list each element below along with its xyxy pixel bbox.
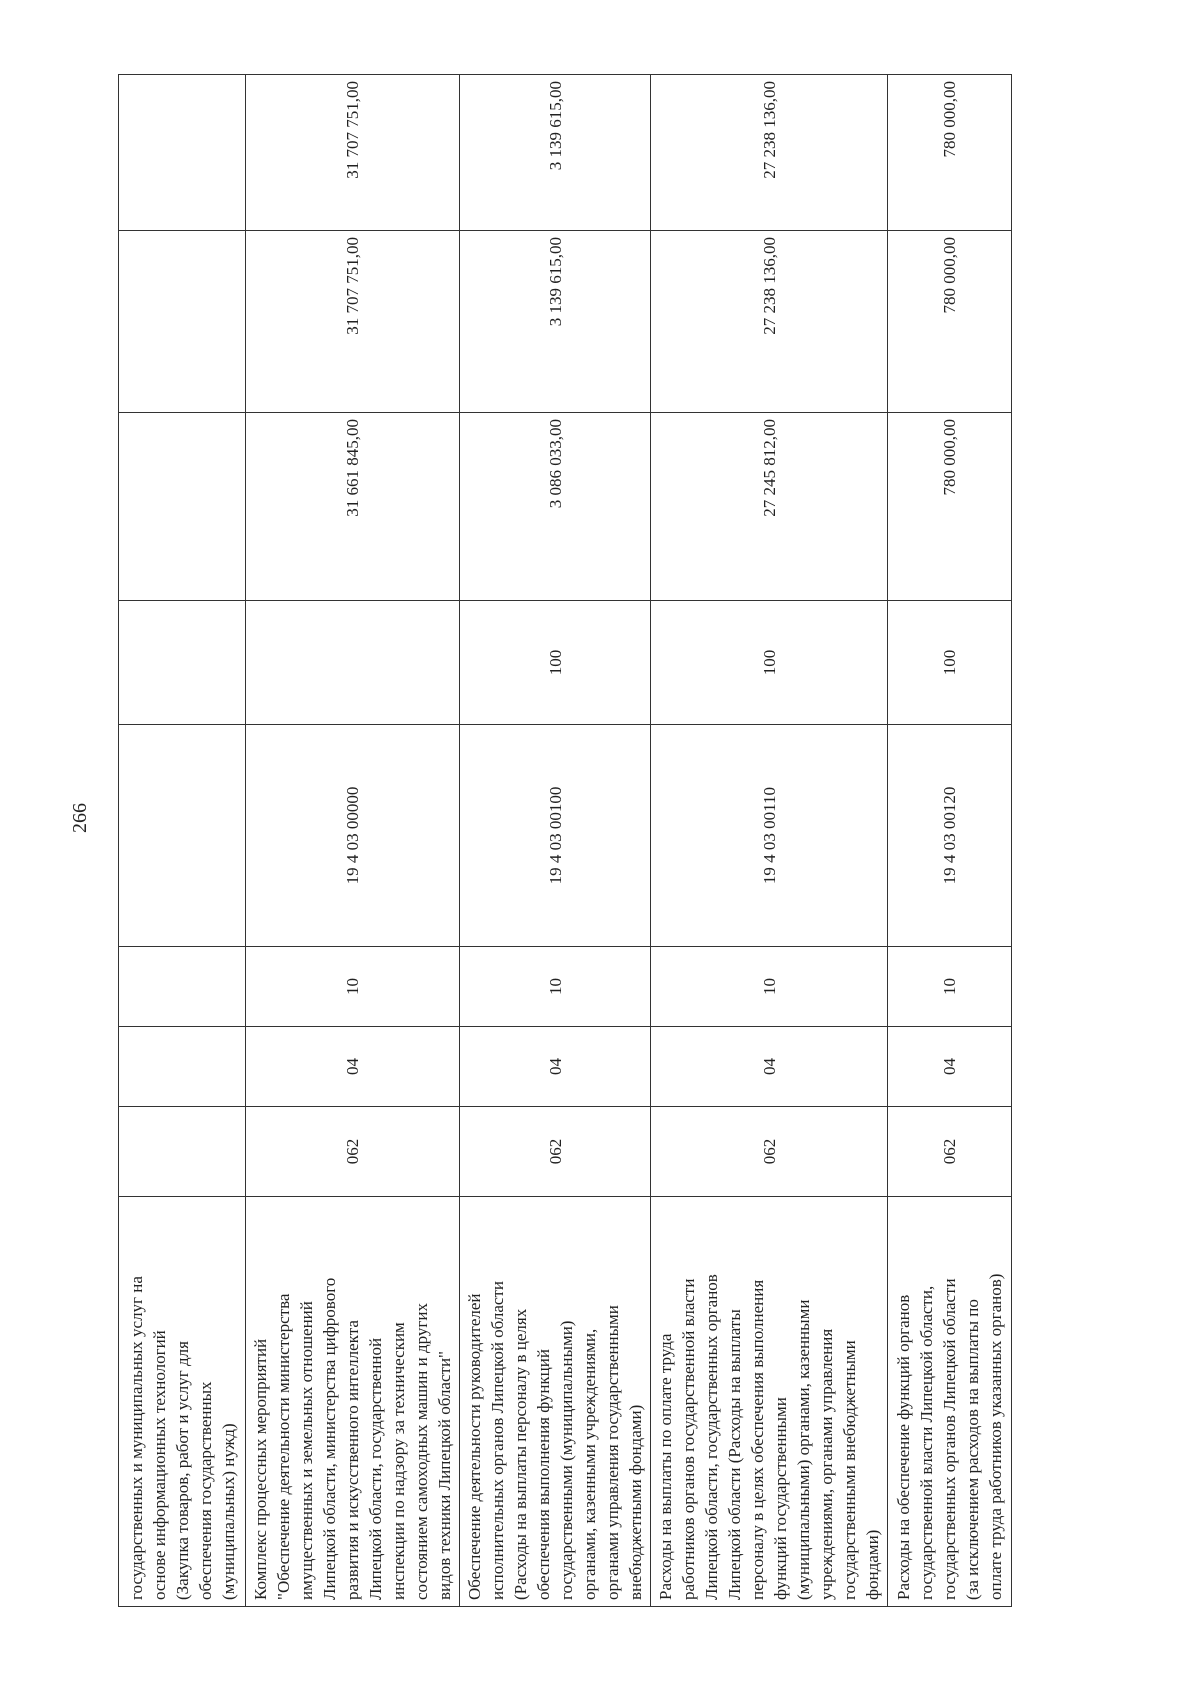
description-line: Липецкой области, государственных органов [702,1274,721,1600]
table-row [888,75,1012,1607]
description-line: "Обеспечение деятельности министерства [274,1293,293,1600]
description-line: развития и искусственного интеллекта [343,1320,362,1600]
description-line: основе информационных технологий [149,1330,169,1600]
description-line: обеспечения государственных [195,1381,215,1600]
amount-2026: 780 000,00 [888,75,1012,231]
ministry-code: 062 [246,1107,460,1197]
expense-type-code [119,601,246,725]
amount-2025: 780 000,00 [888,231,1012,413]
description-line: Расходы на обеспечение функций органов [894,1294,913,1600]
description-line: персоналу в целях обеспечения выполнения [748,1279,767,1600]
description-line: Липецкой области, министерства цифрового [320,1277,339,1600]
section-code [119,1027,246,1107]
section-code: 04 [888,1027,1012,1107]
section-code: 04 [651,1027,888,1107]
amount-2025: 27 238 136,00 [651,231,888,413]
description-line: оплате труда работников указанных органов) [986,1273,1005,1600]
description-line: (Закупка товаров, работ и услуг для [172,1341,192,1600]
target-article-code: 19 4 03 00110 [651,725,888,947]
description-line: (муниципальными) органами, казенными [794,1299,813,1600]
description-line: функций государственными [771,1397,790,1600]
description-line: (за исключением расходов на выплаты по [963,1299,982,1600]
table-row [246,75,460,1607]
target-article-code: 19 4 03 00100 [460,725,651,947]
subsection-code: 10 [460,947,651,1027]
amount-2026: 31 707 751,00 [246,75,460,231]
page-number: 266 [69,803,91,833]
description-line: (Расходы на выплаты персоналу в целях [511,1308,530,1600]
target-article-code: 19 4 03 00000 [246,725,460,947]
description-line: исполнительных органов Липецкой области [488,1280,507,1600]
description-line: Комплекс процессных мероприятий [251,1338,270,1600]
description-line: состоянием самоходных машин и других [412,1303,431,1600]
description-line: обеспечения выполнения функций [534,1349,553,1600]
subsection-code: 10 [246,947,460,1027]
ministry-code: 062 [888,1107,1012,1197]
expense-type-code: 100 [888,601,1012,725]
description-line: органами управления государственными [603,1305,622,1600]
budget-table [118,74,1012,1607]
row-description [246,1197,460,1607]
description-line: (муниципальных) нужд) [218,1423,238,1600]
description-line: видов техники Липецкой области" [435,1351,454,1600]
table-row [119,75,246,1607]
description-line: фондами) [863,1529,882,1600]
description-line: государственной власти Липецкой области, [917,1285,936,1600]
subsection-code [119,947,246,1027]
amount-2024: 31 661 845,00 [246,413,460,601]
expense-type-code [246,601,460,725]
description-line: работников органов государственной власти [679,1278,698,1600]
description-line: Расходы на выплаты по оплате труда [656,1333,675,1600]
description-line: Липецкой области, государственной [366,1337,385,1600]
description-line: Липецкой области (Расходы на выплаты [725,1309,744,1600]
subsection-code: 10 [651,947,888,1027]
description-line: государственных и муниципальных услуг на [126,1276,146,1600]
amount-2025: 3 139 615,00 [460,231,651,413]
description-line: органами, казенными учреждениями, [580,1328,599,1600]
description-line: внебюджетными фондами) [626,1404,645,1600]
table-row [651,75,888,1607]
ministry-code: 062 [651,1107,888,1197]
ministry-code: 062 [460,1107,651,1197]
expense-type-code: 100 [651,601,888,725]
amount-2026 [119,75,246,231]
row-description [888,1197,1012,1607]
table-row [460,75,651,1607]
rotated-page-content [118,75,1098,1607]
amount-2024 [119,413,246,601]
description-line: учреждениями, органами управления [817,1328,836,1600]
row-description [651,1197,888,1607]
amount-2024: 27 245 812,00 [651,413,888,601]
amount-2024: 3 086 033,00 [460,413,651,601]
amount-2025 [119,231,246,413]
subsection-code: 10 [888,947,1012,1027]
description-line: Обеспечение деятельности руководителей [465,1293,484,1600]
ministry-code [119,1107,246,1197]
description-line: имущественных и земельных отношений [297,1301,316,1600]
description-line: государственными внебюджетными [840,1340,859,1600]
description-line: инспекции по надзору за техническим [389,1322,408,1600]
row-description [119,1197,246,1607]
target-article-code: 19 4 03 00120 [888,725,1012,947]
expense-type-code: 100 [460,601,651,725]
amount-2026: 3 139 615,00 [460,75,651,231]
target-article-code [119,725,246,947]
amount-2026: 27 238 136,00 [651,75,888,231]
amount-2024: 780 000,00 [888,413,1012,601]
description-line: государственных органов Липецкой области [940,1278,959,1600]
description-line: государственными (муниципальными) [557,1320,576,1600]
section-code: 04 [460,1027,651,1107]
amount-2025: 31 707 751,00 [246,231,460,413]
section-code: 04 [246,1027,460,1107]
row-description [460,1197,651,1607]
